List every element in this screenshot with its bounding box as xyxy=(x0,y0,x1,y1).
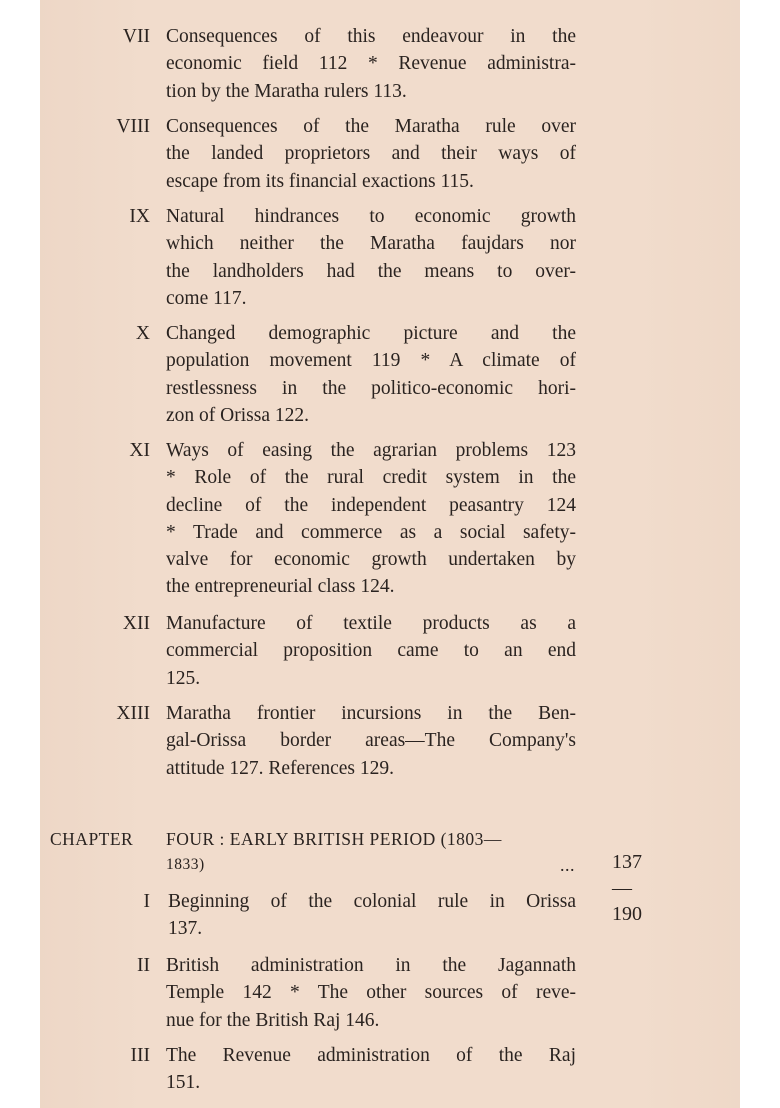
section-numeral: X xyxy=(135,323,150,344)
section-numeral: XII xyxy=(122,613,150,634)
section-numeral: VIII xyxy=(116,116,150,137)
section-description: Manufacture of textile products as a commercial proposition came to an end 125. xyxy=(166,613,576,689)
chapter-title: FOUR : EARLY BRITISH PERIOD (1803— xyxy=(166,829,502,849)
section-description: The Revenue administration of the Raj 151. xyxy=(166,1045,576,1094)
section-description: Natural hindrances to economic growth which neither the Maratha faujdars nor the landholders had the means to over- come 117. xyxy=(166,206,576,309)
section-numeral: XI xyxy=(129,440,150,461)
section-description: British administration in the Jagannath Temple 142 * The other sources of reve- nue for the British Raj 146. xyxy=(166,955,576,1031)
chapter-label: CHAPTER xyxy=(50,829,134,849)
section-numeral: IX xyxy=(129,206,150,227)
section-description: Consequences of the Maratha rule over the landed proprietors and their ways of escape from its financial exactions 115. xyxy=(166,116,576,192)
section-description: Changed demographic picture and the population movement 119 * A climate of restlessness in the politico-economic hori- zon of Orissa 122. xyxy=(166,323,576,426)
chapter-page-range: 137—190 xyxy=(612,851,642,925)
chapter-title-continued: 1833) xyxy=(166,856,205,873)
section-numeral: III xyxy=(130,1045,150,1066)
section-description: Consequences of this endeavour in the economic field 112 * Revenue administra- tion by the Maratha rulers 113. xyxy=(166,26,576,102)
section-numeral: I xyxy=(143,891,150,912)
section-description: Ways of easing the agrarian problems 123 * Role of the rural credit system in the decline of the independent peasantry 124 * Trade and commerce as a social safety- valve for economic growth undertaken by the entrepreneurial class 124. xyxy=(166,440,576,598)
section-numeral: XIII xyxy=(116,703,150,724)
section-description: Maratha frontier incursions in the Ben- gal-Orissa border areas—The Company's attitude 127. References 129. xyxy=(166,703,576,779)
section-numeral: II xyxy=(137,955,150,976)
book-page xyxy=(40,0,740,1108)
section-numeral: VII xyxy=(122,26,150,47)
section-description: Beginning of the colonial rule in Orissa 137. xyxy=(168,891,576,940)
dot-leader: ... xyxy=(560,855,575,875)
